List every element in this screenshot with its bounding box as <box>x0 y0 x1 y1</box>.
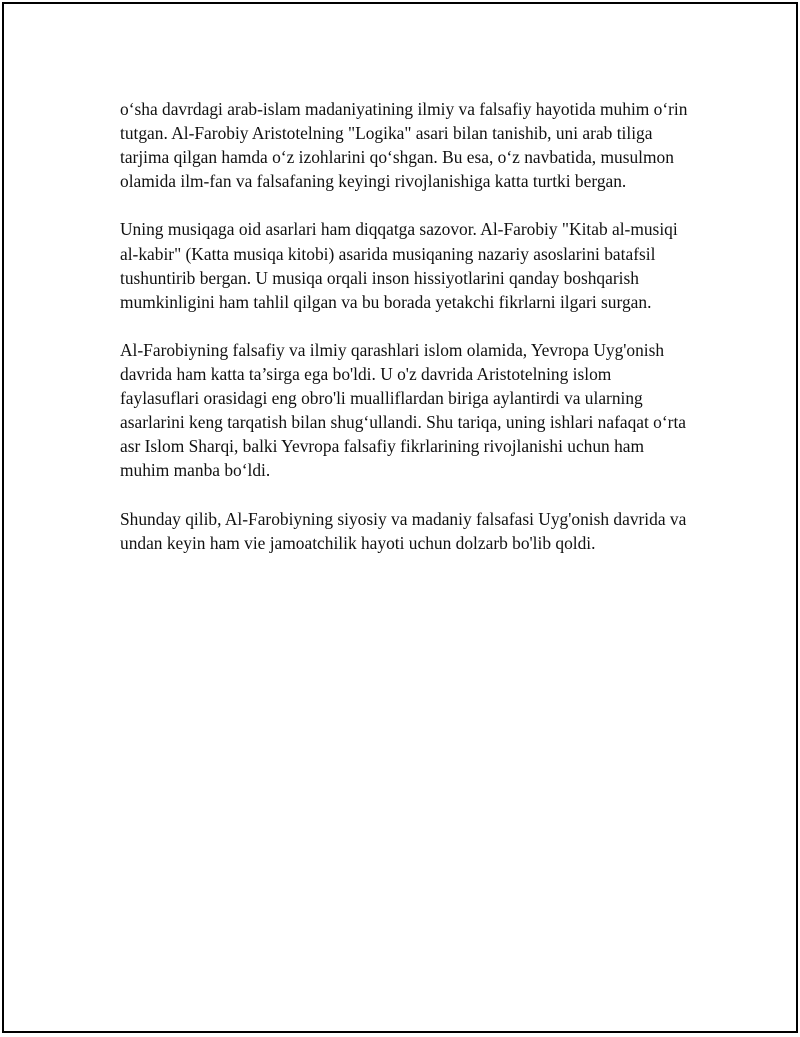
paragraph-4: Shunday qilib, Al-Farobiyning siyosiy va madaniy falsafasi Uyg'onish davrida va undan keyin ham vie jamoatchilik hayoti uchun dolzarb bo'lib qoldi. <box>120 508 687 553</box>
paragraph-2: Uning musiqaga oid asarlari ham diqqatga sazovor. Al-Farobiy "Kitab al-musiqi al-kabir" (Katta musiqa kitobi) asarida musiqaning nazariy asoslarini batafsil tushuntirib bergan. U musiqa orqali inson hissiyotlarini qanday boshqarish mumkinligini ham tahlil qilgan va bu borada yetakchi fikrlarni ilgari surgan. <box>120 219 678 312</box>
paragraph-1: o‘sha davrdagi arab-islam madaniyatining ilmiy va falsafiy hayotida muhim o‘rin tutgan. Al-Farobiy Aristotelning "Logika" asari bilan tanishib, uni arab tiliga tarjima qilgan hamda o‘z izohlarini qo‘shgan. Bu esa, o‘z navbatida, musulmon olamida ilm-fan va falsafaning keyingi rivojlanishiga katta turtki bergan. <box>120 99 688 192</box>
document-page <box>2 2 798 1033</box>
paragraph-3: Al-Farobiyning falsafiy va ilmiy qarashlari islom olamida, Yevropa Uyg'onish davrida ham katta ta’sirga ega bo'ldi. U o'z davrida Aristotelning islom faylasuflari orasidagi eng obro'li mualliflardan biriga aylantirdi va ularning asarlarini keng tarqatish bilan shug‘ullandi. Shu tariqa, uning ishlari nafaqat o‘rta asr Islom Sharqi, balki Yevropa falsafiy fikrlarining rivojlanishi uchun ham muhim manba bo‘ldi. <box>120 339 687 481</box>
document-body <box>120 97 692 579</box>
